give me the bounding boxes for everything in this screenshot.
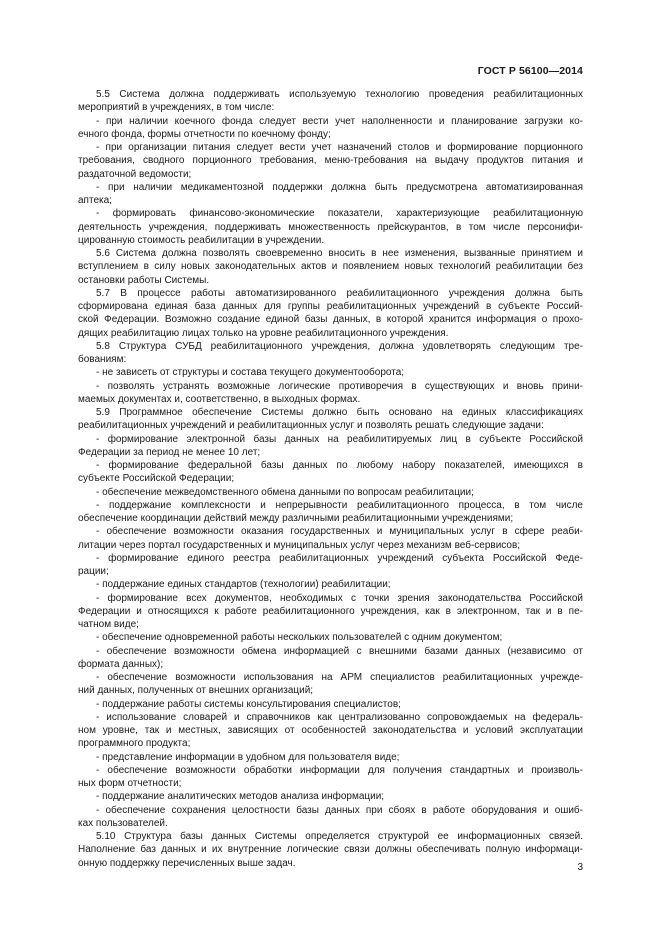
text-line: 5.5 Система должна поддерживать используемую технологию проведения реабилитационных [96,89,583,100]
text-line: деятельность учреждения, поддерживать множественность прейскурантов, в том числе персонифи- [78,221,583,233]
text-line: ках пользователей. [78,817,168,829]
text-line: вступлением в силу новых законодательных актов и появлением новых технологий реабилитации без [78,261,583,273]
text-line: ном уровне, так и местных, зависящих от особенностей законодательства и условий эксплуатации [78,725,583,736]
text-line: ечного фонда, формы отчетности по коечному фонду; [78,128,331,140]
text-line: - поддержание единых стандартов (технологии) реабилитации; [96,579,391,591]
text-line: - обеспечение межведомственного обмена данными по вопросам реабилитации; [96,486,474,498]
text-line: программного продукта; [78,738,191,750]
text-line: - при наличии медикаментозной поддержки должна быть предусмотрена автоматизированная [96,181,583,193]
text-line: рации; [78,566,109,577]
text-line: цированную стоимость реабилитации в учреждении. [78,234,325,246]
text-line: Федерации и относящихся к работе реабилитационного учреждения, как в электронном, так и в пе- [78,605,583,617]
text-line: онную поддержку перечисленных выше задач. [78,857,296,869]
text-line: остановки работы Системы. [78,274,210,286]
text-line: - обеспечение возможности оказания государственных и муниципальных услуг в сфере реаби- [96,526,583,538]
text-line: чатном виде; [78,619,139,630]
text-line: - обеспечение возможности обработки информации для получения стандартных и произволь- [96,764,583,776]
text-line: - формировать финансово-экономические показатели, характеризующие реабилитационную [96,208,583,220]
text-line: сформирована единая база данных для группы реабилитационных учреждений в субъекте Россий- [78,301,583,312]
text-line: - обеспечение сохранения целостности базы данных при сбоях в работе оборудования и ошиб- [96,804,583,816]
text-line: - формирование всех документов, необходимых с точки зрения законодательства Российской [96,592,583,604]
text-line: - не зависеть от структуры и состава текущего документооборота; [96,367,405,379]
text-line: - формирование электронной базы данных на реабилитируемых лиц в субъекте Российской [96,433,583,445]
text-line: - обеспечение возможности обмена информацией с внешними базами данных (независимо от [96,645,583,657]
text-line: субъекте Российской Федерации; [78,473,235,485]
text-line: реабилитационных учреждений и реабилитационных услуг и позволять решать следующие задачи: [78,420,544,432]
text-line: ской Федерации. Возможно создание единой базы данных, в которой хранится информация о прохо- [78,314,583,326]
text-line: - формирование федеральной базы данных по любому набору показателей, имеющихся в [96,460,583,471]
text-line: 5.6 Система должна позволять своевременно вносить в нее изменения, вызванные принятием и [96,248,583,259]
text-line: маемых документах и, соответственно, в выходных формах. [78,393,361,405]
text-line: - при организации питания следует вести учет назначений столов и формирование порционного [96,142,583,153]
text-line: 5.10 Структура базы данных Системы определяется структурой ее информационных связей. [96,831,583,842]
text-line: - позволять устранять возможные логические противоречия в существующих и вновь прини- [96,380,583,392]
text-line: - использование словарей и справочников как централизованно сопровождаемых на федераль- [96,711,583,723]
text-line: раздаточной ведомости; [78,168,192,180]
text-line: - поддержание комплексности и непрерывности реабилитационного процесса, в том числе [96,499,583,511]
text-line: требования, сводного порционного требования, меню-требования на выдачу продуктов питания и [78,155,583,167]
text-line: мероприятий в учреждениях, в том числе: [78,102,275,114]
text-line: 5.9 Программное обеспечение Системы должно быть основано на единых классификациях [96,407,583,418]
text-line: 5.7 В процессе работы автоматизированного реабилитационного учреждения должна быть [96,287,583,299]
text-line: ний данных, полученных от внешних организаций; [78,685,314,697]
text-line: - обеспечение возможности использования на АРМ специалистов реабилитационных учрежде- [96,672,583,683]
text-line: - при наличии коечного фонда следует вести учет наполненности и планирование загрузки ко- [96,115,583,127]
document-body [78,88,583,870]
text-line: - поддержание аналитических методов анализа информации; [96,791,385,803]
text-line: Федерации за период не менее 10 лет; [78,446,261,458]
text-line: 5.8 Структура СУБД реабилитационного учреждения, должна удовлетворять следующим тре- [96,340,583,352]
text-line: - поддержание работы системы консультирования специалистов; [96,698,401,710]
text-line: - обеспечение одновременной работы нескольких пользователей с одним документом; [96,632,503,644]
text-line: бованиям: [78,354,127,365]
text-line: ных форм отчетности; [78,778,182,789]
text-line: аптека; [78,195,112,206]
text-line: литации через портал государственных и муниципальных услуг через механизм веб-сервисов; [78,539,521,551]
text-line: - представление информации в удобном для пользователя виде; [96,751,400,763]
text-line: - формирование единого реестра реабилитационных учреждений субъекта Российской Феде- [96,552,583,564]
text-line: обеспечение координации действий между различными реабилитационными учреждениями; [78,513,514,524]
text-line: Наполнение баз данных и их внутренние логические связи должны обеспечивать полную информаци- [78,844,583,856]
text-line: формата данных); [78,658,164,670]
page-number: 3 [577,862,583,873]
text-line: дящих реабилитацию лицах только на уровне реабилитационного учреждения. [78,327,449,339]
standard-header: ГОСТ Р 56100—2014 [477,65,583,77]
